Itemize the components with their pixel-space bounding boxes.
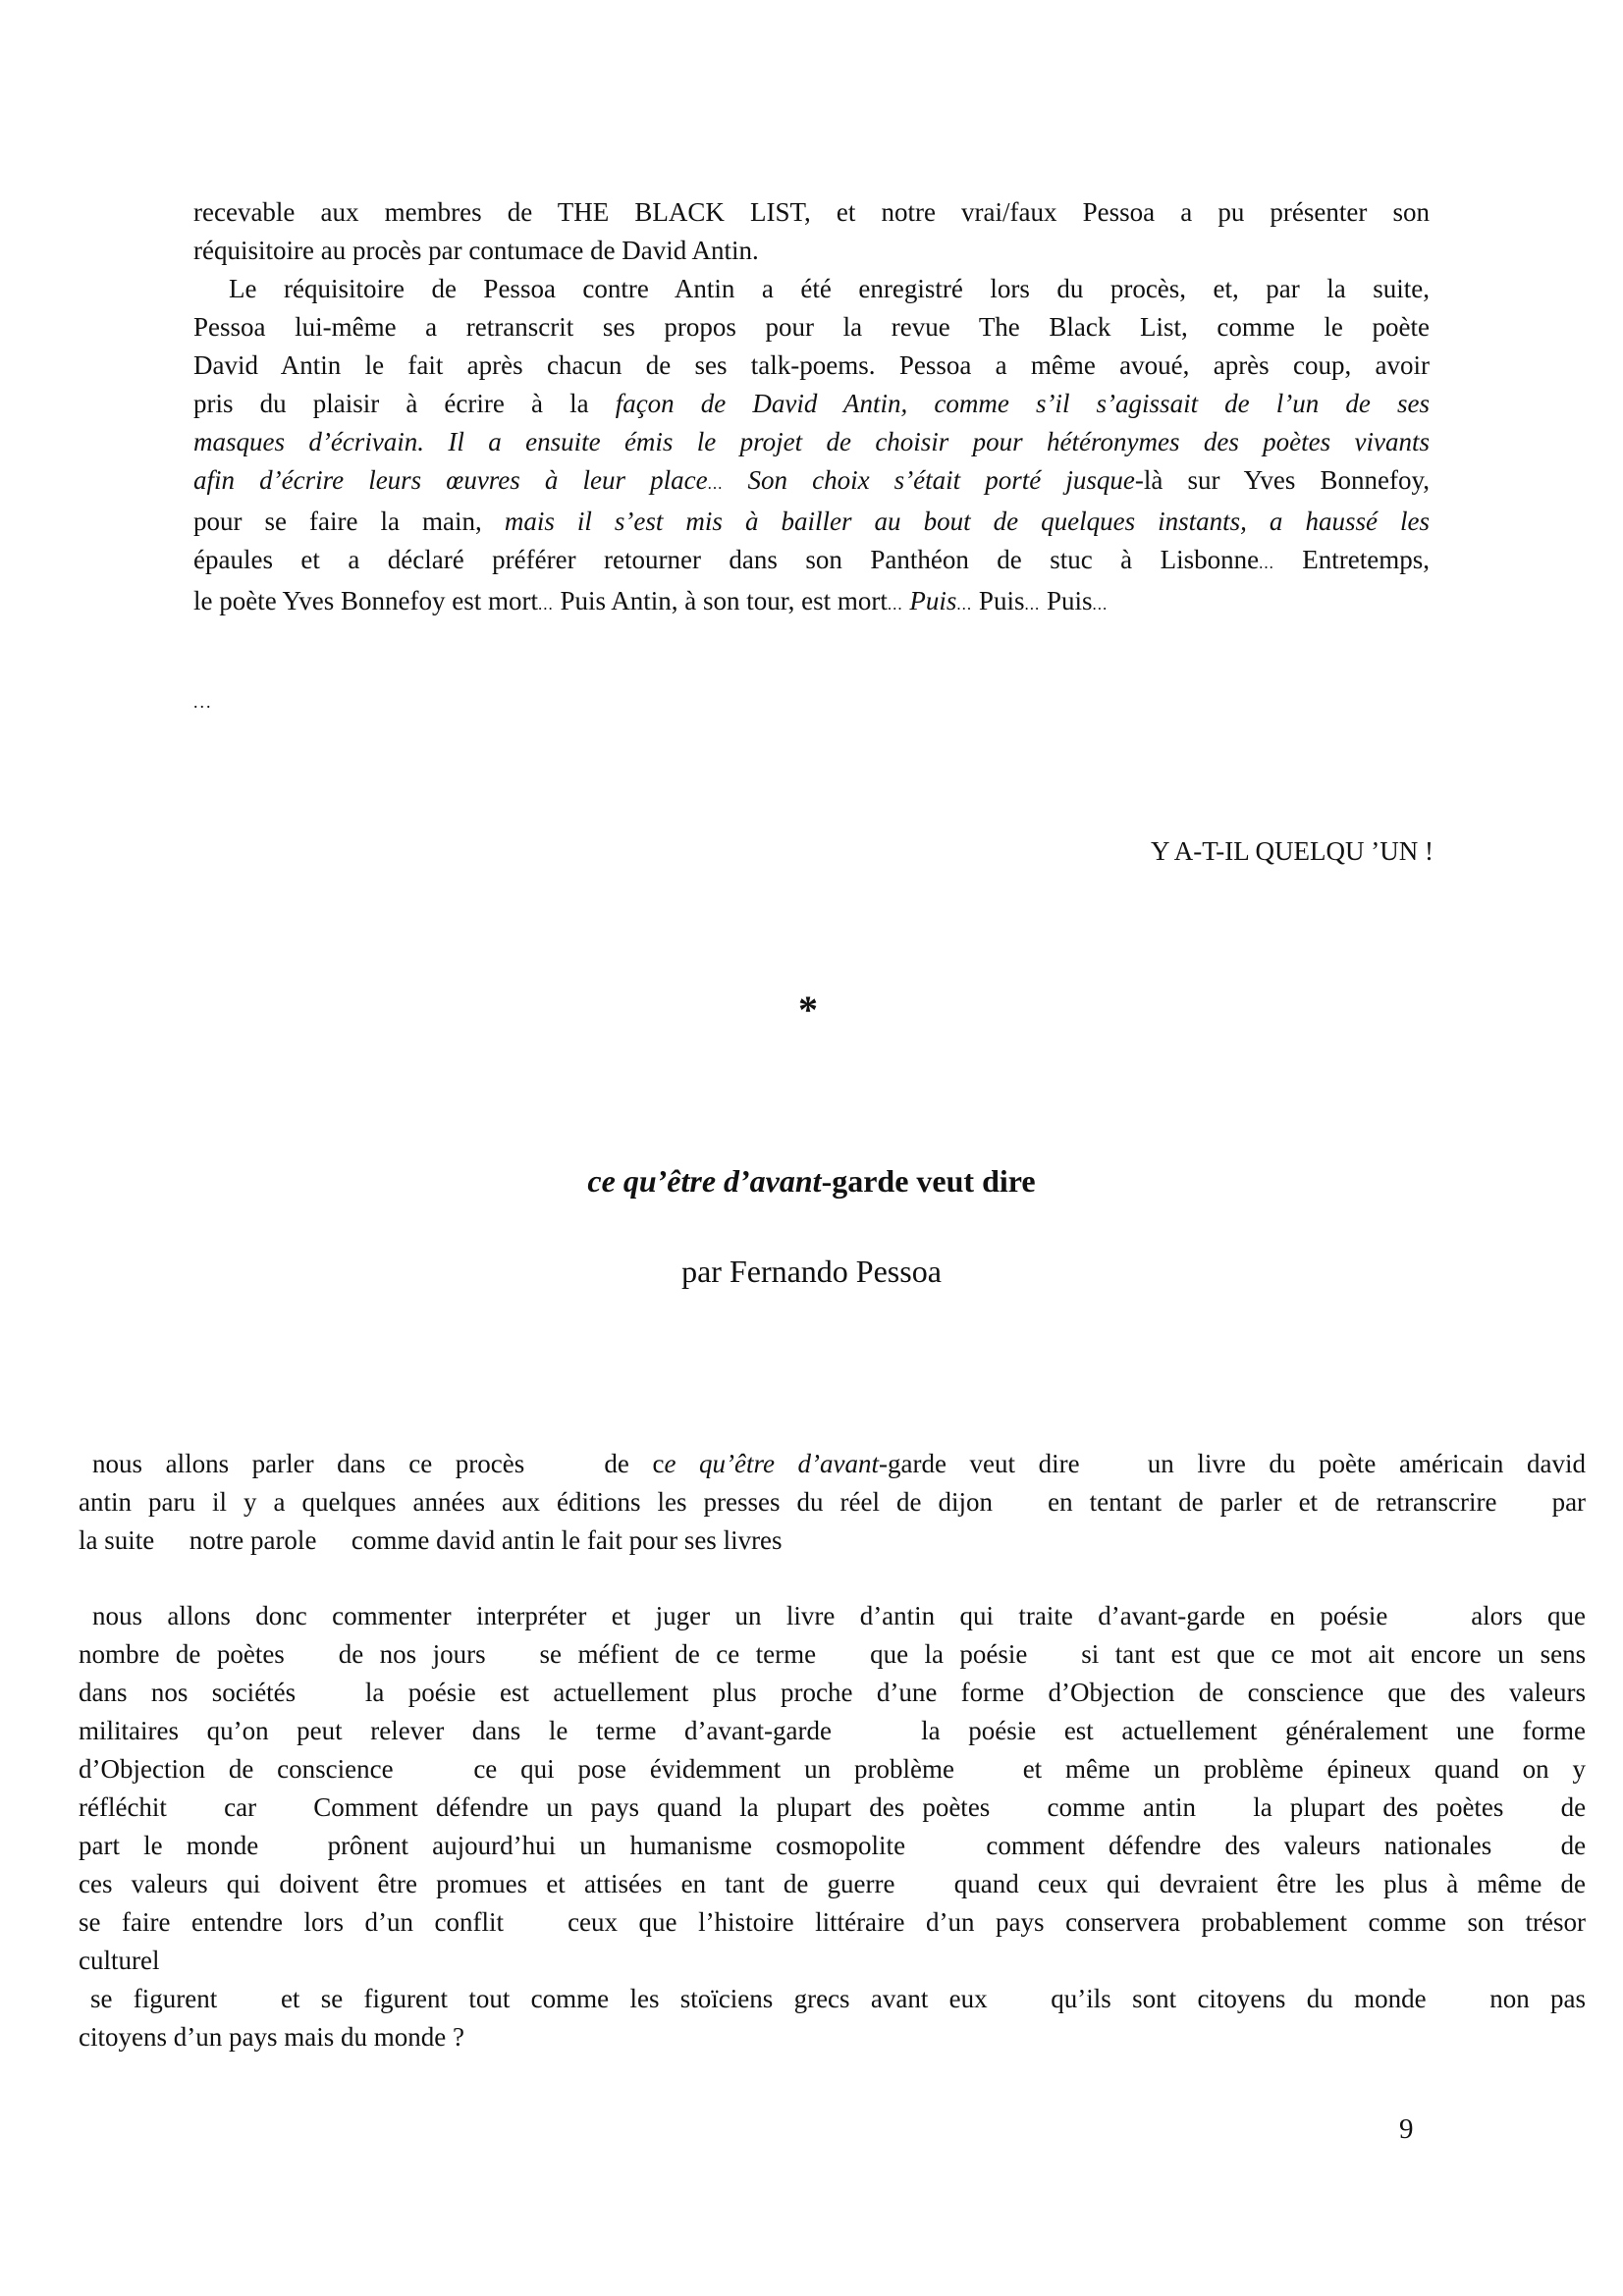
essay-title-italic: ce qu’être d’avant <box>587 1163 822 1199</box>
text-segment: militaires qu’on peut relever dans le terme d’avant-garde <box>79 1716 832 1745</box>
italic-segment: Son choix s’était porté jusque <box>747 465 1135 495</box>
ellipsis-mark: ... <box>707 474 724 493</box>
text-line: culturel <box>79 1946 160 1975</box>
text-line <box>79 1597 1586 1635</box>
ellipsis-mark: ... <box>1024 595 1041 614</box>
essay-title <box>0 1163 1623 1200</box>
text-line <box>79 1865 1586 1903</box>
text-segment: pour se faire la main, <box>193 507 505 536</box>
text-segment: la plupart des poètes <box>1253 1792 1504 1822</box>
italic-segment: masques d’écrivain. Il a ensuite émis le projet de choisir pour hétéronymes des poètes vivants <box>193 427 1430 456</box>
essay-title-plain: -garde veut dire <box>821 1163 1036 1199</box>
text-segment: non pas <box>1489 1984 1587 2013</box>
text-segment: en tentant de parler et de retranscrire <box>1048 1487 1497 1517</box>
section-separator-asterisk: * <box>798 988 818 1032</box>
narrative-paragraph <box>193 270 1430 623</box>
text-line <box>193 308 1430 347</box>
text-line <box>193 541 1430 582</box>
text-line <box>79 1522 1586 1560</box>
text-segment: nous allons donc commenter interpréter et juger un livre d’antin qui traite d’avant-garde en poésie <box>92 1601 1388 1630</box>
ellipsis-line: ... <box>193 692 213 712</box>
text-segment: prônent aujourd’hui un humanisme cosmopolite <box>327 1831 906 1860</box>
italic-segment: e qu’être d’avant <box>664 1449 880 1478</box>
italic-segment: mais il s’est mis à bailler au bout de quelques instants, a haussé les <box>504 507 1430 536</box>
talk-paragraph <box>79 1445 1586 1560</box>
text-line <box>79 1445 1586 1483</box>
text-segment: alors que <box>1471 1601 1587 1630</box>
text-segment: dans nos sociétés <box>79 1678 297 1707</box>
text-segment: de <box>1560 1831 1587 1860</box>
text-segment: se faire entendre lors d’un conflit <box>79 1907 504 1937</box>
text-segment: Puis <box>1046 586 1093 615</box>
text-segment: et se figurent tout comme les stoïciens grecs avant eux <box>280 1984 988 2013</box>
ellipsis-mark: ... <box>1092 595 1109 614</box>
closing-exclamation: Y A-T-IL QUELQU ’UN ! <box>1151 836 1434 866</box>
text-segment: pris du plaisir à écrire à la <box>193 389 616 418</box>
text-segment: de c <box>604 1449 665 1478</box>
text-segment: part le monde <box>79 1831 259 1860</box>
text-segment: et même un problème épineux quand on y <box>1022 1754 1587 1784</box>
text-segment: la poésie est actuellement généralement une forme <box>921 1716 1587 1745</box>
text-segment: comment défendre des valeurs nationales <box>986 1831 1492 1860</box>
text-line <box>79 1712 1586 1750</box>
text-segment: car <box>224 1792 257 1822</box>
text-line <box>193 582 1430 623</box>
ellipsis-mark: ... <box>887 595 903 614</box>
text-segment: Puis <box>978 586 1025 615</box>
text-segment: Puis Antin, à son tour, est mort <box>560 586 888 615</box>
text-segment: antin paru il y a quelques années aux éditions les presses du réel de dijon <box>79 1487 994 1517</box>
text-segment: -garde veut dire <box>879 1449 1080 1478</box>
text-line <box>79 1674 1586 1712</box>
text-segment: si tant est que ce mot ait encore un sens <box>1081 1639 1587 1669</box>
text-line <box>193 503 1430 541</box>
text-segment: notre parole <box>189 1525 317 1555</box>
text-segment: nombre de poètes <box>79 1639 285 1669</box>
text-line <box>79 1903 1586 1942</box>
page-number: 9 <box>1399 2113 1414 2145</box>
text-line <box>79 1827 1586 1865</box>
text-segment: se figurent <box>90 1984 218 2013</box>
text-line <box>79 1750 1586 1789</box>
text-segment: de nos jours <box>338 1639 486 1669</box>
text-line <box>79 1980 1586 2018</box>
ellipsis-mark: ... <box>1259 554 1274 572</box>
text-segment: se méfient de ce terme <box>539 1639 817 1669</box>
text-line <box>193 423 1430 461</box>
text-segment: de <box>1560 1792 1587 1822</box>
text-segment: la poésie est actuellement plus proche d’une forme d’Objection de conscience que des valeurs <box>364 1678 1587 1707</box>
text-segment: Pessoa lui-même a retranscrit ses propos pour la revue The Black List, comme le poète <box>193 312 1430 342</box>
text-line <box>79 1483 1586 1522</box>
ellipsis-mark: ... <box>956 595 973 614</box>
text-segment: réfléchit <box>79 1792 167 1822</box>
text-segment: Comment défendre un pays quand la plupart des poètes <box>313 1792 991 1822</box>
continuation-paragraph <box>193 193 1430 270</box>
text-segment: un livre du poète américain david <box>1147 1449 1586 1478</box>
text-segment: ce qui pose évidemment un problème <box>473 1754 954 1784</box>
text-segment: qu’ils sont citoyens du monde <box>1051 1984 1427 2013</box>
text-line <box>193 461 1430 503</box>
text-line <box>79 1635 1586 1674</box>
text-segment: d’Objection de conscience <box>79 1754 394 1784</box>
text-segment: que la poésie <box>870 1639 1028 1669</box>
text-line <box>193 270 1430 308</box>
text-line <box>193 385 1430 423</box>
ellipsis-mark: ... <box>537 595 554 614</box>
text-line <box>193 347 1430 385</box>
italic-segment: afin d’écrire leurs œuvres à leur place <box>193 465 708 495</box>
text-segment: nous allons parler dans ce procès <box>92 1449 525 1478</box>
text-segment: par <box>1551 1487 1587 1517</box>
text-segment: comme david antin le fait pour ses livres <box>351 1525 783 1555</box>
talk-paragraph <box>79 1597 1586 2056</box>
text-segment: ces valeurs qui doivent être promues et attisées en tant de guerre <box>79 1869 895 1898</box>
text-segment: Le réquisitoire de Pessoa contre Antin a été enregistré lors du procès, et, par la suite, <box>229 274 1430 303</box>
text-segment: -là sur Yves Bonnefoy, <box>1134 465 1430 495</box>
text-segment: David Antin le fait après chacun de ses talk-poems. Pessoa a même avoué, après coup, avoir <box>193 350 1430 380</box>
text-line: recevable aux membres de THE BLACK LIST, et notre vrai/faux Pessoa a pu présenter son <box>193 197 1430 227</box>
essay-byline: par Fernando Pessoa <box>681 1254 942 1289</box>
text-segment: Entretemps, <box>1302 545 1430 574</box>
text-segment: le poète Yves Bonnefoy est mort <box>193 586 538 615</box>
italic-segment: façon de David Antin, comme s’il s’agissait de l’un de ses <box>615 389 1430 418</box>
italic-segment: Puis <box>909 586 957 615</box>
text-segment: comme antin <box>1047 1792 1197 1822</box>
text-line: citoyens d’un pays mais du monde ? <box>79 2022 464 2052</box>
text-segment: ceux que l’histoire littéraire d’un pays conservera probablement comme son trésor <box>568 1907 1587 1937</box>
text-segment: quand ceux qui devraient être les plus à même de <box>953 1869 1586 1898</box>
text-line <box>79 1789 1586 1827</box>
text-segment: la suite <box>79 1525 155 1555</box>
text-line: réquisitoire au procès par contumace de David Antin. <box>193 236 759 265</box>
text-segment: épaules et a déclaré préférer retourner dans son Panthéon de stuc à Lisbonne <box>193 545 1260 574</box>
